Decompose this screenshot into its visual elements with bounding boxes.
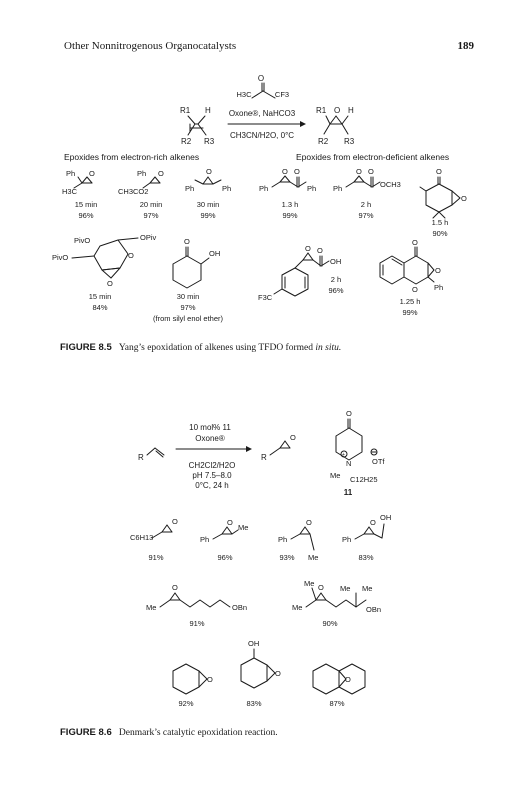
yield-8: 83% — [246, 699, 262, 708]
svg-text:O: O — [172, 583, 178, 592]
entry6-time: 1.5 h — [431, 218, 449, 227]
svg-text:O: O — [306, 518, 312, 527]
svg-text:O: O — [290, 433, 296, 442]
svg-text:O: O — [294, 167, 300, 176]
tfdo-cf3: CF3 — [274, 90, 290, 99]
alkene-h: H — [205, 106, 211, 115]
svg-text:Me: Me — [330, 471, 341, 480]
svg-text:OH: OH — [330, 257, 342, 266]
svg-text:Me: Me — [362, 584, 373, 593]
entry2-yield: 97% — [143, 211, 159, 220]
svg-text:Me: Me — [292, 603, 303, 612]
svg-text:Me: Me — [238, 523, 249, 532]
catalyst-label: 11 — [343, 488, 353, 497]
reagent-oxone: Oxone®, NaHCO3 — [228, 109, 296, 118]
entry2-time: 20 min — [139, 200, 163, 209]
svg-text:O: O — [412, 285, 418, 294]
yield-9: 87% — [329, 699, 345, 708]
svg-text:O: O — [158, 169, 164, 178]
prod-h: H — [348, 106, 354, 115]
entry5-time: 2 h — [360, 200, 372, 209]
yield-4: 83% — [358, 553, 374, 562]
reagent-solvent: CH3CN/H2O, 0°C — [229, 131, 295, 140]
entry9-time: 2 h — [330, 275, 342, 284]
svg-text:Ph: Ph — [342, 535, 352, 544]
svg-text:N: N — [346, 459, 352, 468]
entry7-time: 15 min — [88, 292, 112, 301]
svg-text:OTf: OTf — [372, 457, 385, 466]
svg-text:OH: OH — [380, 513, 392, 522]
entry8-yield: 97% — [180, 303, 196, 312]
heading-electron-deficient: Epoxides from electron-deficient alkenes — [296, 152, 450, 162]
svg-text:O: O — [370, 518, 376, 527]
yield-6: 90% — [322, 619, 338, 628]
cond-ph: pH 7.5–8.0 — [192, 471, 232, 480]
svg-text:Me: Me — [304, 579, 315, 588]
tfdo-h3c: H3C — [236, 90, 252, 99]
yield-3: 93% — [279, 553, 295, 562]
reagent-cat: 10 mol% 11 — [189, 423, 231, 432]
svg-text:OBn: OBn — [232, 603, 248, 612]
svg-text:O: O — [184, 237, 190, 246]
svg-text:O: O — [435, 266, 441, 275]
entry6-yield: 90% — [432, 229, 448, 238]
svg-text:C12H25: C12H25 — [350, 475, 378, 484]
yield-5: 91% — [189, 619, 205, 628]
svg-text:+: + — [342, 452, 345, 458]
yield-2: 96% — [217, 553, 233, 562]
svg-text:O: O — [412, 238, 418, 247]
svg-text:Ph: Ph — [185, 184, 195, 193]
svg-text:O: O — [461, 194, 467, 203]
heading-electron-rich: Epoxides from electron-rich alkenes — [64, 152, 200, 162]
cond-solvent: CH2Cl2/H2O — [188, 461, 236, 470]
yield-1: 91% — [148, 553, 164, 562]
prod-r2: R2 — [318, 137, 329, 146]
tfdo-o: O — [257, 74, 265, 83]
svg-text:Ph: Ph — [66, 169, 76, 178]
entry10-yield: 99% — [402, 308, 418, 317]
alkene-r3: R3 — [204, 137, 215, 146]
svg-text:O: O — [436, 167, 442, 176]
svg-text:CH3CO2: CH3CO2 — [118, 187, 149, 196]
page-number: 189 — [457, 40, 474, 52]
svg-text:PivO: PivO — [74, 236, 91, 245]
prod-r1: R1 — [316, 106, 327, 115]
svg-text:Me: Me — [308, 553, 319, 562]
svg-text:OBn: OBn — [366, 605, 382, 614]
svg-text:O: O — [345, 675, 351, 684]
svg-text:C6H13: C6H13 — [130, 533, 154, 542]
svg-text:O: O — [356, 167, 362, 176]
entry9-yield: 96% — [328, 286, 344, 295]
entry3-time: 30 min — [196, 200, 220, 209]
entry4-time: 1.3 h — [281, 200, 299, 209]
svg-text:O: O — [318, 583, 324, 592]
running-header: Other Nonnitrogenous Organocatalysts — [64, 40, 237, 52]
svg-text:Me: Me — [146, 603, 157, 612]
svg-text:Ph: Ph — [200, 535, 210, 544]
svg-text:Me: Me — [340, 584, 351, 593]
svg-text:O: O — [282, 167, 288, 176]
figure-8-6-caption: FIGURE 8.6 Denmark’s catalytic epoxidation reaction. — [60, 727, 278, 738]
svg-text:Ph: Ph — [278, 535, 288, 544]
reagent-oxone: Oxone® — [195, 434, 225, 443]
svg-text:OH: OH — [248, 639, 260, 648]
entry5-yield: 97% — [358, 211, 374, 220]
svg-text:O: O — [317, 246, 323, 255]
svg-text:O: O — [275, 669, 281, 678]
svg-text:Ph: Ph — [222, 184, 232, 193]
svg-text:O: O — [305, 244, 311, 253]
svg-text:Ph: Ph — [333, 184, 343, 193]
prod-o: O — [334, 106, 341, 115]
entry8-note: (from silyl enol ether) — [152, 314, 224, 323]
entry4-yield: 99% — [282, 211, 298, 220]
entry7-yield: 84% — [92, 303, 108, 312]
entry1-time: 15 min — [74, 200, 98, 209]
svg-text:Ph: Ph — [307, 184, 317, 193]
svg-text:O: O — [346, 409, 352, 418]
cond-temp: 0°C, 24 h — [195, 481, 229, 490]
yield-7: 92% — [178, 699, 194, 708]
svg-text:R: R — [261, 453, 267, 462]
svg-text:OCH3: OCH3 — [380, 180, 401, 189]
svg-text:O: O — [206, 167, 212, 176]
svg-text:Ph: Ph — [137, 169, 147, 178]
svg-text:Ph: Ph — [434, 283, 444, 292]
figure-8-5-caption: FIGURE 8.5 Yang’s epoxidation of alkenes using TFDO formed in situ. — [60, 342, 342, 353]
figure-8-6-scheme — [0, 400, 528, 740]
svg-text:R: R — [138, 453, 144, 462]
entry1-yield: 96% — [78, 211, 94, 220]
svg-text:H3C: H3C — [62, 187, 78, 196]
entry3-yield: 99% — [200, 211, 216, 220]
svg-text:O: O — [368, 167, 374, 176]
svg-text:O: O — [172, 517, 178, 526]
svg-text:OH: OH — [209, 249, 221, 258]
svg-text:F3C: F3C — [258, 293, 273, 302]
entry10-time: 1.25 h — [399, 297, 421, 306]
svg-text:O: O — [89, 169, 95, 178]
svg-text:O: O — [128, 251, 134, 260]
svg-text:O: O — [107, 279, 113, 288]
alkene-r2: R2 — [181, 137, 192, 146]
entry8-time: 30 min — [176, 292, 200, 301]
svg-text:PivO: PivO — [52, 253, 69, 262]
prod-r3: R3 — [344, 137, 355, 146]
svg-text:O: O — [207, 675, 213, 684]
svg-text:Ph: Ph — [259, 184, 269, 193]
svg-text:OPiv: OPiv — [140, 233, 157, 242]
svg-text:O: O — [227, 518, 233, 527]
alkene-r1: R1 — [180, 106, 191, 115]
